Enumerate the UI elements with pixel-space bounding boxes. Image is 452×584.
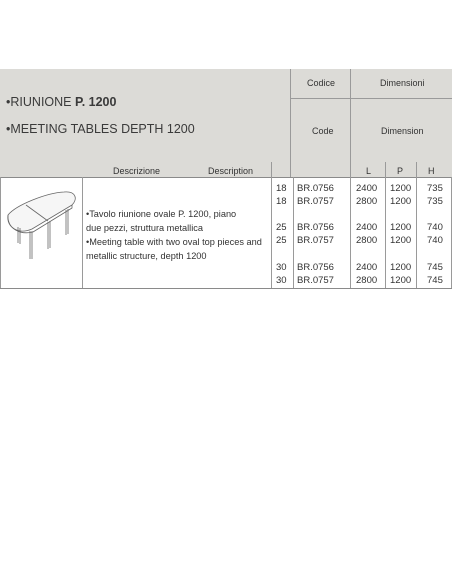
seats-cell: 18 [276,196,287,207]
length-cell: 2400 [356,262,378,273]
oval-meeting-table-image [6,185,80,267]
column-divider [385,162,386,177]
header-dimension: Dimension [381,126,424,136]
header-H: H [428,166,435,176]
header-rule [290,98,452,99]
column-divider [416,177,417,288]
description-it-line1: Tavolo riunione ovale P. 1200, piano [89,209,237,219]
depth-cell: 1200 [390,235,412,246]
product-title-en [6,122,195,136]
bullet: • [86,209,90,219]
height-cell: 745 [427,262,443,273]
length-cell: 2800 [356,275,378,286]
seats-cell: 30 [276,262,287,273]
bullet: • [6,95,11,109]
depth-cell: 1200 [390,183,412,194]
description-en-line2: metallic structure, depth 1200 [86,250,207,261]
height-cell: 740 [427,235,443,246]
description-it-line2: due pezzi, struttura metallica [86,222,203,233]
length-cell: 2800 [356,196,378,207]
column-divider [385,177,386,288]
header-dimensioni: Dimensioni [380,78,425,88]
description-en [86,236,262,263]
length-cell: 2800 [356,235,378,246]
column-divider [271,177,272,288]
height-cell: 735 [427,183,443,194]
length-cell: 2400 [356,222,378,233]
seats-cell: 18 [276,183,287,194]
header-L: L [366,166,372,176]
title-en-text: MEETING TABLES DEPTH 1200 [10,122,195,136]
column-divider [293,177,294,288]
depth-cell: 1200 [390,275,412,286]
bullet: • [6,122,11,136]
description-en-line1: Meeting table with two oval top pieces and [89,237,262,247]
seats-cell: 25 [276,235,287,246]
seats-cell: 25 [276,222,287,233]
depth-cell: 1200 [390,222,412,233]
depth-cell: 1200 [390,196,412,207]
header-code: Code [312,126,334,136]
header-descrizione: Descrizione [113,166,161,176]
description-it [86,208,236,235]
product-title-it [6,95,116,109]
code-cell: BR.0757 [297,196,334,207]
code-cell: BR.0756 [297,262,334,273]
title-it-bold: P. 1200 [74,95,117,109]
header-divider [350,69,351,177]
header-P: P [397,166,404,176]
height-cell: 745 [427,275,443,286]
header-codice: Codice [307,78,336,88]
column-divider [350,177,351,288]
code-cell: BR.0756 [297,183,334,194]
image-column-divider [82,177,83,288]
title-it-text: RIUNIONE [10,95,75,109]
bullet: • [86,237,90,247]
header-description: Description [208,166,254,176]
header-divider [290,69,291,177]
code-cell: BR.0757 [297,235,334,246]
seats-cell: 30 [276,275,287,286]
depth-cell: 1200 [390,262,412,273]
code-cell: BR.0757 [297,275,334,286]
height-cell: 735 [427,196,443,207]
table-bottom-rule [0,288,452,289]
table-left-border [0,177,1,288]
column-divider [271,162,272,177]
height-cell: 740 [427,222,443,233]
code-cell: BR.0756 [297,222,334,233]
length-cell: 2400 [356,183,378,194]
column-divider [416,162,417,177]
